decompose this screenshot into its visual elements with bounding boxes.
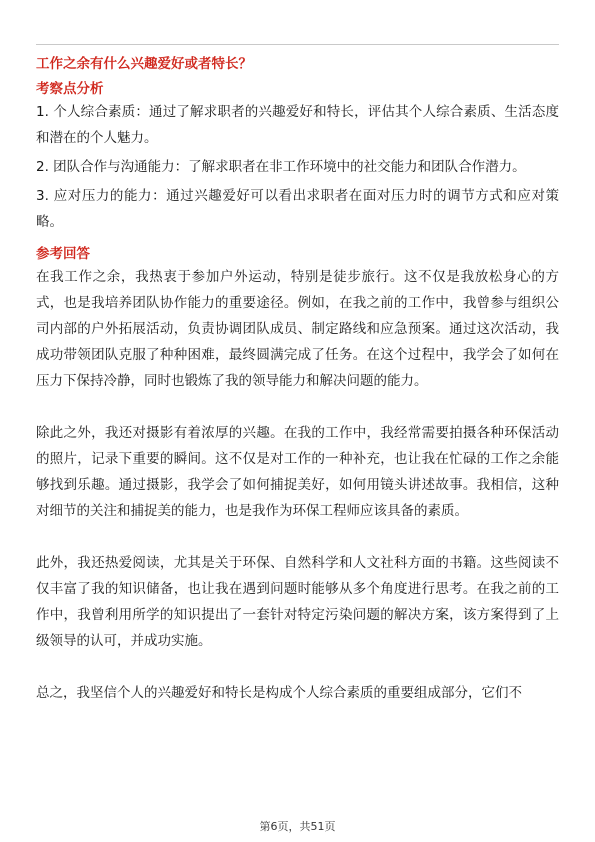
answer-heading: 参考回答 — [36, 246, 90, 262]
header-divider — [36, 44, 559, 45]
answer-paragraph: 在我工作之余，我热衷于参加户外运动，特别是徒步旅行。这不仅是我放松身心的方式，也是我培养团队协作能力的重要途径。例如，在我之前的工作中，我曾参与组织公司内部的户外拓展活动，负责协调团队成员、制定路线和应急预案。通过这次活动，我成功带领团队克服了种种困难，最终圆满完成了任务。在这个过程中，我学会了如何在压力下保持冷静，同时也锻炼了我的领导能力和解决问题的能力。 — [36, 269, 559, 389]
analysis-point: 3. 应对压力的能力：通过兴趣爱好可以看出求职者在面对压力时的调节方式和应对策略。 — [36, 188, 559, 230]
analysis-point: 1. 个人综合素质：通过了解求职者的兴趣爱好和特长，评估其个人综合素质、生活态度和潜在的个人魅力。 — [36, 104, 559, 146]
answer-paragraph: 此外，我还热爱阅读，尤其是关于环保、自然科学和人文社科方面的书籍。这些阅读不仅丰富了我的知识储备，也让我在遇到问题时能够从多个角度进行思考。在我之前的工作中，我曾利用所学的知识提出了一套针对特定污染问题的解决方案，该方案得到了上级领导的认可，并成功实施。 — [36, 555, 559, 649]
question-heading: 工作之余有什么兴趣爱好或者特长？ — [36, 56, 252, 72]
analysis-heading: 考察点分析 — [36, 81, 104, 97]
answer-paragraph: 除此之外，我还对摄影有着浓厚的兴趣。在我的工作中，我经常需要拍摄各种环保活动的照片，记录下重要的瞬间。这不仅是对工作的一种补充，也让我在忙碌的工作之余能够找到乐趣。通过摄影，我学会了如何捕捉美好，如何用镜头讲述故事。我相信，这种对细节的关注和捕捉美的能力，也是我作为环保工程师应该具备的素质。 — [36, 425, 559, 519]
answer-paragraph: 总之，我坚信个人的兴趣爱好和特长是构成个人综合素质的重要组成部分，它们不 — [36, 685, 522, 701]
analysis-point: 2. 团队合作与沟通能力：了解求职者在非工作环境中的社交能力和团队合作潜力。 — [36, 159, 526, 175]
page-number: 第6页，共51页 — [259, 820, 336, 833]
page-content — [36, 54, 559, 732]
